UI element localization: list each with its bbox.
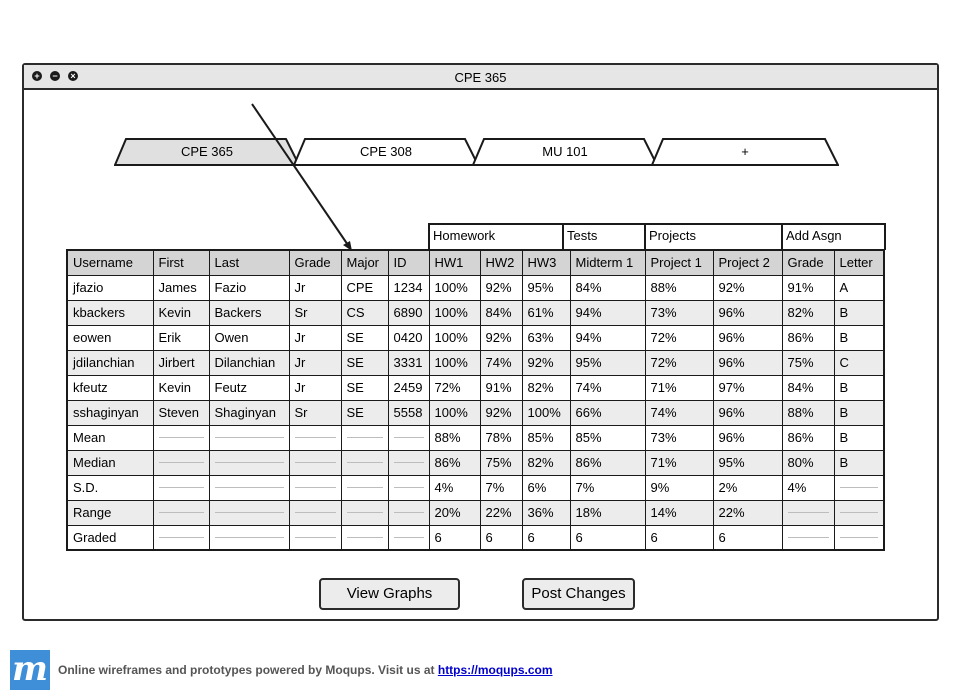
table-cell[interactable]: 63% xyxy=(522,325,570,350)
table-cell[interactable]: 74% xyxy=(480,350,522,375)
table-cell: 4% xyxy=(429,475,480,500)
add-assignment-button[interactable]: Add Asgn xyxy=(781,223,886,250)
table-cell[interactable]: 72% xyxy=(645,325,713,350)
table-cell: 88% xyxy=(429,425,480,450)
column-header[interactable]: HW2 xyxy=(480,250,522,275)
column-header[interactable]: Major xyxy=(341,250,388,275)
table-cell[interactable]: 94% xyxy=(570,300,645,325)
table-cell: 14% xyxy=(645,500,713,525)
table-cell[interactable]: 94% xyxy=(570,325,645,350)
table-cell[interactable]: 100% xyxy=(429,275,480,300)
table-cell[interactable]: Sr xyxy=(289,400,341,425)
table-cell[interactable]: 91% xyxy=(782,275,834,300)
table-cell[interactable]: 92% xyxy=(480,400,522,425)
table-cell[interactable]: eowen xyxy=(67,325,153,350)
table-cell[interactable]: Jr xyxy=(289,375,341,400)
column-header[interactable]: Midterm 1 xyxy=(570,250,645,275)
table-cell[interactable]: 3331 xyxy=(388,350,429,375)
table-cell[interactable]: 74% xyxy=(645,400,713,425)
table-cell[interactable]: 97% xyxy=(713,375,782,400)
table-cell: 95% xyxy=(713,450,782,475)
moqups-logo: m xyxy=(10,650,50,690)
table-cell[interactable]: 91% xyxy=(480,375,522,400)
table-cell[interactable]: Fazio xyxy=(209,275,289,300)
table-cell: 6 xyxy=(645,525,713,550)
table-cell[interactable]: 84% xyxy=(782,375,834,400)
table-cell: 85% xyxy=(522,425,570,450)
table-cell[interactable]: Sr xyxy=(289,300,341,325)
table-cell[interactable]: B xyxy=(834,400,884,425)
table-cell[interactable]: 84% xyxy=(570,275,645,300)
column-header[interactable]: Username xyxy=(67,250,153,275)
table-cell: 6 xyxy=(480,525,522,550)
moqups-link[interactable]: https://moqups.com xyxy=(437,663,553,677)
table-cell: 6 xyxy=(522,525,570,550)
table-cell[interactable]: Jr xyxy=(289,350,341,375)
table-cell[interactable]: Erik xyxy=(153,325,209,350)
table-cell[interactable]: B xyxy=(834,325,884,350)
tab-label: CPE 365 xyxy=(180,144,234,159)
group-homework: Homework xyxy=(428,223,564,250)
column-header[interactable]: Grade xyxy=(289,250,341,275)
table-cell[interactable]: Backers xyxy=(209,300,289,325)
table-cell: 71% xyxy=(645,450,713,475)
table-cell[interactable]: 96% xyxy=(713,300,782,325)
table-cell: 4% xyxy=(782,475,834,500)
table-cell: 18% xyxy=(570,500,645,525)
table-cell[interactable]: kfeutz xyxy=(67,375,153,400)
table-cell: Graded xyxy=(67,525,153,550)
table-cell[interactable]: 88% xyxy=(645,275,713,300)
table-cell[interactable]: 75% xyxy=(782,350,834,375)
table-cell[interactable]: CPE xyxy=(341,275,388,300)
table-cell: Range xyxy=(67,500,153,525)
table-cell[interactable]: Dilanchian xyxy=(209,350,289,375)
table-cell[interactable]: 96% xyxy=(713,350,782,375)
table-cell[interactable]: jfazio xyxy=(67,275,153,300)
table-cell: B xyxy=(834,425,884,450)
table-cell[interactable]: 92% xyxy=(480,275,522,300)
table-cell: 6 xyxy=(429,525,480,550)
table-cell[interactable]: A xyxy=(834,275,884,300)
tab-label: CPE 308 xyxy=(359,144,413,159)
table-cell: 7% xyxy=(480,475,522,500)
tab-label: + xyxy=(741,144,749,159)
table-cell: Median xyxy=(67,450,153,475)
table-cell[interactable]: Kevin xyxy=(153,300,209,325)
table-cell[interactable]: 92% xyxy=(480,325,522,350)
table-cell[interactable]: 0420 xyxy=(388,325,429,350)
table-cell[interactable]: 95% xyxy=(522,275,570,300)
table-cell: 82% xyxy=(522,450,570,475)
table-cell: Mean xyxy=(67,425,153,450)
column-header[interactable]: First xyxy=(153,250,209,275)
table-cell[interactable]: 5558 xyxy=(388,400,429,425)
table-cell[interactable]: Jr xyxy=(289,275,341,300)
window-title: CPE 365 xyxy=(454,70,507,85)
table-cell[interactable]: 72% xyxy=(645,350,713,375)
column-header[interactable]: Grade xyxy=(782,250,834,275)
column-header[interactable]: Project 1 xyxy=(645,250,713,275)
table-cell[interactable]: 100% xyxy=(429,325,480,350)
footer-text xyxy=(58,663,553,677)
minimize-icon[interactable]: − xyxy=(50,71,60,81)
maximize-icon[interactable]: + xyxy=(32,71,42,81)
column-header[interactable]: Project 2 xyxy=(713,250,782,275)
table-cell: 78% xyxy=(480,425,522,450)
group-projects: Projects xyxy=(644,223,784,250)
table-cell[interactable]: Feutz xyxy=(209,375,289,400)
table-cell: 22% xyxy=(713,500,782,525)
table-cell[interactable]: 96% xyxy=(713,400,782,425)
column-header[interactable]: HW3 xyxy=(522,250,570,275)
table-cell: 85% xyxy=(570,425,645,450)
table-cell: 9% xyxy=(645,475,713,500)
table-cell: B xyxy=(834,450,884,475)
table-cell[interactable]: B xyxy=(834,300,884,325)
table-cell[interactable]: 82% xyxy=(782,300,834,325)
table-cell: 2% xyxy=(713,475,782,500)
table-cell[interactable]: 100% xyxy=(522,400,570,425)
table-cell: 22% xyxy=(480,500,522,525)
table-cell[interactable]: SE xyxy=(341,350,388,375)
table-cell[interactable]: 92% xyxy=(713,275,782,300)
table-cell[interactable]: 100% xyxy=(429,300,480,325)
table-cell[interactable]: C xyxy=(834,350,884,375)
table-cell[interactable]: jdilanchian xyxy=(67,350,153,375)
table-cell[interactable]: 1234 xyxy=(388,275,429,300)
table-cell: 20% xyxy=(429,500,480,525)
table-cell[interactable]: CS xyxy=(341,300,388,325)
table-cell[interactable]: 66% xyxy=(570,400,645,425)
table-cell[interactable]: SE xyxy=(341,375,388,400)
table-cell[interactable]: Kevin xyxy=(153,375,209,400)
table-cell[interactable]: Shaginyan xyxy=(209,400,289,425)
table-cell[interactable]: SE xyxy=(341,400,388,425)
table-cell[interactable]: Jr xyxy=(289,325,341,350)
table-cell[interactable]: 73% xyxy=(645,300,713,325)
table-cell: 36% xyxy=(522,500,570,525)
table-cell[interactable]: 72% xyxy=(429,375,480,400)
table-cell[interactable]: 88% xyxy=(782,400,834,425)
table-cell: 86% xyxy=(429,450,480,475)
footer-label: Online wireframes and prototypes powered by Moqups. Visit us at xyxy=(58,663,438,677)
table-cell[interactable]: sshaginyan xyxy=(67,400,153,425)
table-cell[interactable]: 61% xyxy=(522,300,570,325)
group-tests: Tests xyxy=(562,223,646,250)
table-cell[interactable]: 82% xyxy=(522,375,570,400)
table-cell[interactable]: 100% xyxy=(429,400,480,425)
column-header[interactable]: Last xyxy=(209,250,289,275)
table-cell: 80% xyxy=(782,450,834,475)
table-cell[interactable]: Jirbert xyxy=(153,350,209,375)
table-cell: 6 xyxy=(713,525,782,550)
close-icon[interactable]: × xyxy=(68,71,78,81)
table-cell: 6 xyxy=(570,525,645,550)
table-cell[interactable]: 6890 xyxy=(388,300,429,325)
tab-label: MU 101 xyxy=(542,144,588,159)
table-cell[interactable]: 92% xyxy=(522,350,570,375)
table-cell[interactable]: Steven xyxy=(153,400,209,425)
table-cell: 73% xyxy=(645,425,713,450)
table-cell[interactable]: Owen xyxy=(209,325,289,350)
table-cell[interactable]: 71% xyxy=(645,375,713,400)
column-header[interactable]: HW1 xyxy=(429,250,480,275)
table-cell: 86% xyxy=(570,450,645,475)
table-cell[interactable]: 86% xyxy=(782,325,834,350)
view-graphs-button[interactable]: View Graphs xyxy=(319,578,460,610)
table-cell[interactable]: 74% xyxy=(570,375,645,400)
table-cell: 6% xyxy=(522,475,570,500)
table-cell[interactable]: 2459 xyxy=(388,375,429,400)
table-cell[interactable]: 84% xyxy=(480,300,522,325)
table-cell[interactable]: 100% xyxy=(429,350,480,375)
column-header[interactable]: ID xyxy=(388,250,429,275)
table-cell[interactable]: kbackers xyxy=(67,300,153,325)
table-cell[interactable]: 96% xyxy=(713,325,782,350)
table-cell: 75% xyxy=(480,450,522,475)
table-cell: 7% xyxy=(570,475,645,500)
table-cell[interactable]: B xyxy=(834,375,884,400)
table-cell: 96% xyxy=(713,425,782,450)
table-cell[interactable]: 95% xyxy=(570,350,645,375)
table-cell[interactable]: SE xyxy=(341,325,388,350)
table-cell: 86% xyxy=(782,425,834,450)
column-header[interactable]: Letter xyxy=(834,250,884,275)
post-changes-button[interactable]: Post Changes xyxy=(522,578,635,610)
table-cell[interactable]: James xyxy=(153,275,209,300)
table-cell: S.D. xyxy=(67,475,153,500)
